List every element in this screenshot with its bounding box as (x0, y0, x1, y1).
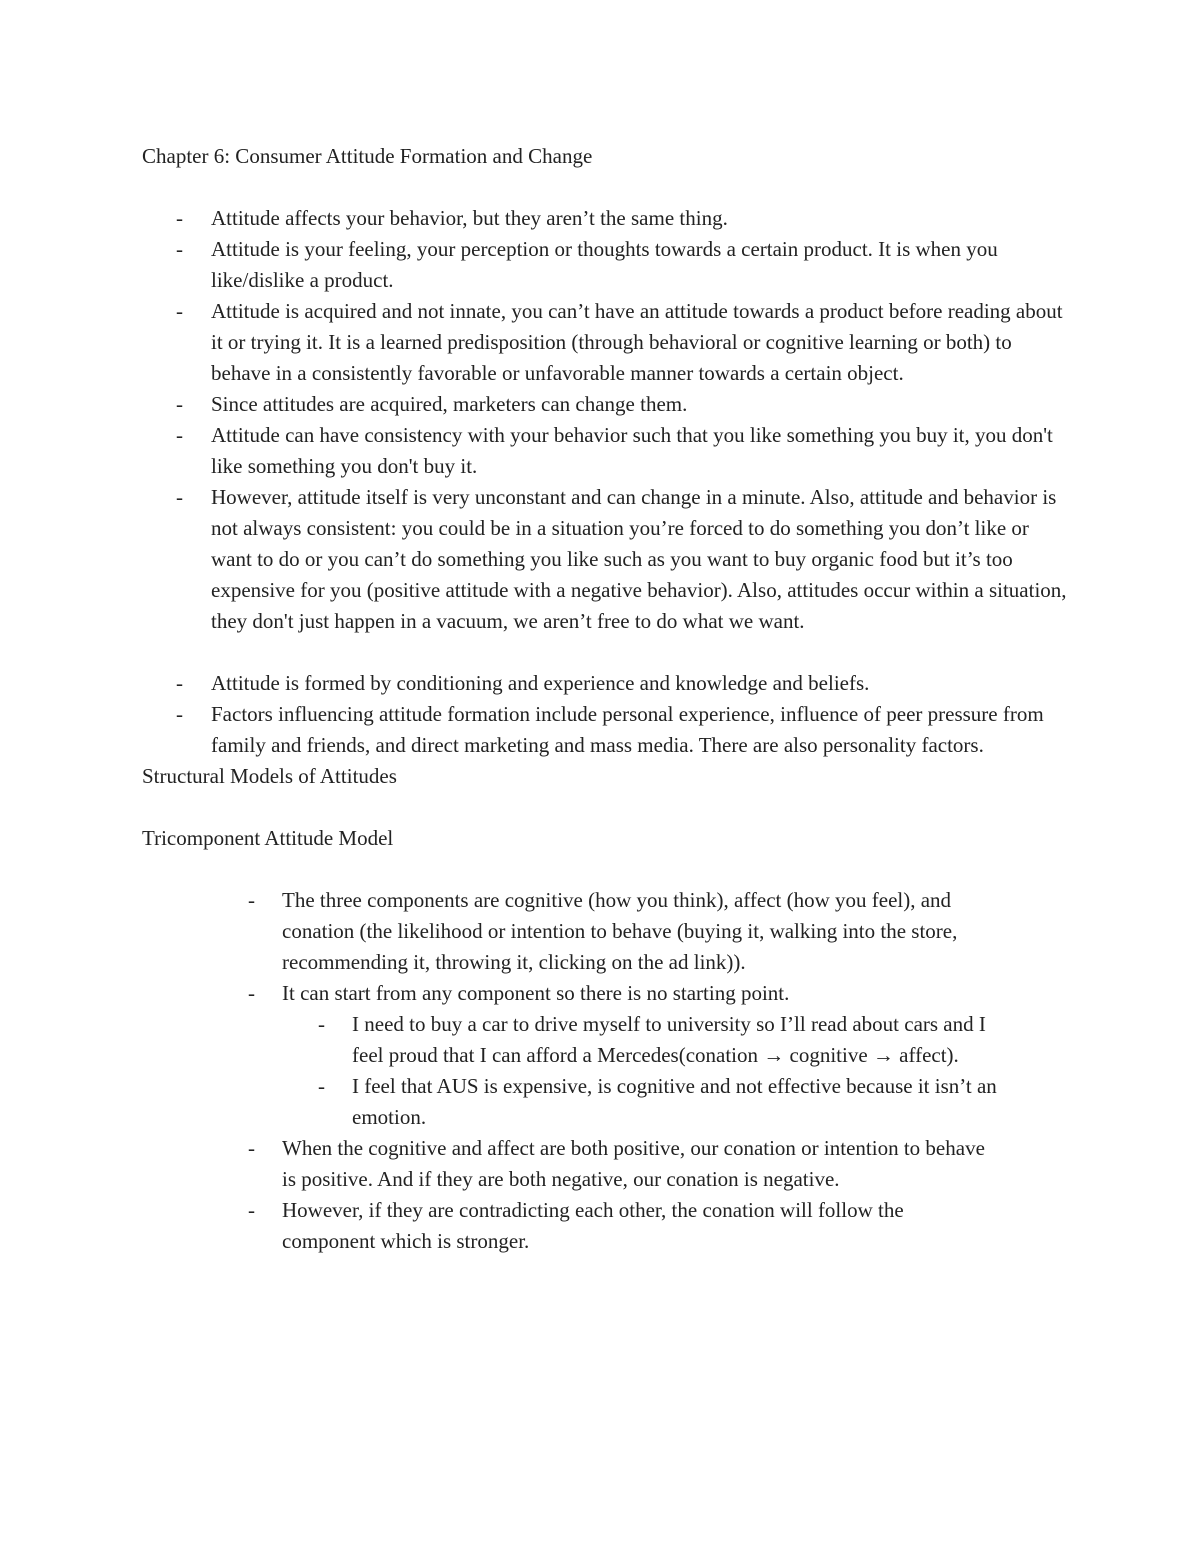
list-item (176, 699, 1072, 761)
list-item (176, 482, 1072, 637)
formation-list (142, 668, 1072, 761)
bullet-dash: - (318, 1074, 325, 1098)
intro-list (142, 203, 1072, 637)
list-item (176, 668, 1072, 699)
list-item (176, 389, 1072, 420)
bullet-dash: - (176, 237, 183, 261)
bullet-dash: - (176, 392, 183, 416)
list-item (248, 978, 1002, 1133)
bullet-dash: - (176, 206, 183, 230)
nested-example-list (282, 1009, 1002, 1133)
list-item-text: The three components are cognitive (how you think), affect (how you feel), and conation (the likelihood or intention to behave (buying it, walking into the store, recommending it, throwing it, clicking on the ad link)). (282, 888, 958, 974)
list-item (176, 420, 1072, 482)
bullet-dash: - (176, 702, 183, 726)
bullet-dash: - (176, 299, 183, 323)
nested-list-item (318, 1009, 1002, 1071)
subsection-heading: Tricomponent Attitude Model (142, 826, 394, 850)
nested-list-item-text: I need to buy a car to drive myself to university so I’ll read about cars and I feel proud that I can afford a Mercedes(conation → cognitive → affect). (352, 1012, 986, 1067)
list-item (248, 1195, 1002, 1257)
list-item-text: Attitude affects your behavior, but they aren’t the same thing. (211, 206, 728, 230)
bullet-dash: - (248, 981, 255, 1005)
list-item-text: Since attitudes are acquired, marketers can change them. (211, 392, 688, 416)
chapter-title: Chapter 6: Consumer Attitude Formation and Change (142, 144, 593, 168)
bullet-dash: - (176, 671, 183, 695)
list-item (248, 1133, 1002, 1195)
list-item (248, 885, 1002, 978)
list-item-text: Attitude is acquired and not innate, you can’t have an attitude towards a product before reading about it or trying it. It is a learned predisposition (through behavioral or cognitive learning or both) to behave in a consistently favorable or unfavorable manner towards a certain object. (211, 299, 1063, 385)
list-item (176, 203, 1072, 234)
list-item-text: However, attitude itself is very unconstant and can change in a minute. Also, attitude and behavior is not always consistent: you could be in a situation you’re forced to do something you don’t like or want to do or you can’t do something you like such as you want to buy organic food but it’s too expensive for you (positive attitude with a negative behavior). Also, attitudes occur within a situation, they don't just happen in a vacuum, we aren’t free to do what we want. (211, 485, 1067, 633)
list-item-text: Factors influencing attitude formation include personal experience, influence of peer pressure from family and friends, and direct marketing and mass media. There are also personality factors. (211, 702, 1044, 757)
bullet-dash: - (176, 485, 183, 509)
list-item-text: However, if they are contradicting each other, the conation will follow the component which is stronger. (282, 1198, 904, 1253)
bullet-dash: - (248, 1198, 255, 1222)
list-item-text: Attitude can have consistency with your behavior such that you like something you buy it, you don't like something you don't buy it. (211, 423, 1053, 478)
list-item-text: Attitude is formed by conditioning and experience and knowledge and beliefs. (211, 671, 870, 695)
bullet-dash: - (318, 1012, 325, 1036)
bullet-dash: - (248, 1136, 255, 1160)
list-item-text: It can start from any component so there is no starting point. (282, 981, 790, 1005)
spacer (142, 637, 1072, 668)
list-item (176, 296, 1072, 389)
tricomponent-list (142, 885, 1002, 1257)
document-body (142, 141, 1072, 1257)
list-item-text: When the cognitive and affect are both positive, our conation or intention to behave is positive. And if they are both negative, our conation is negative. (282, 1136, 985, 1191)
list-item (176, 234, 1072, 296)
bullet-dash: - (248, 888, 255, 912)
bullet-dash: - (176, 423, 183, 447)
section-heading: Structural Models of Attitudes (142, 764, 397, 788)
list-item-text: Attitude is your feeling, your perception or thoughts towards a certain product. It is when you like/dislike a product. (211, 237, 998, 292)
nested-list-item (318, 1071, 1002, 1133)
nested-list-item-text: I feel that AUS is expensive, is cognitive and not effective because it isn’t an emotion. (352, 1074, 997, 1129)
